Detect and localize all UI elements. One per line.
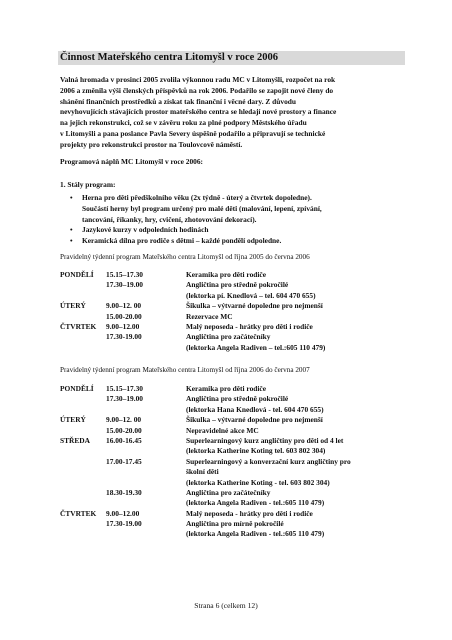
list-item bbox=[70, 236, 400, 247]
table-row bbox=[60, 488, 400, 498]
intro-line: nevyhovujících stávajících prostor mateřského centra se hledají nové prostory a finance bbox=[60, 107, 337, 117]
table-row bbox=[60, 426, 400, 436]
list-item-line: Keramická dílna pro rodiče s dětmi – každé pondělí odpoledne. bbox=[82, 236, 282, 246]
intro-line: v Litomyšli a pana poslance Pavla Severy úspěšně podařilo a připravují se technické bbox=[60, 128, 326, 138]
activity-cell: Malý neposeda - hrátky pro děti i rodiče bbox=[186, 508, 313, 518]
table-row bbox=[60, 280, 400, 290]
list-item-line: Herna pro děti předškolního věku (2x týdně - úterý a čtvrtek dopoledne). bbox=[82, 193, 312, 202]
table-row bbox=[60, 312, 400, 322]
activity-cell: Angličtina pro začátečníky bbox=[186, 487, 271, 497]
intro-line: na jejich rekonstrukci, což se v závěru roku za plné podpory Městského úřadu bbox=[60, 118, 307, 128]
schedule-title: Pravidelný týdenní program Mateřského centra Litomyšl od října 2005 do června 2006 bbox=[60, 253, 310, 261]
table-row bbox=[60, 478, 400, 488]
table-row bbox=[60, 529, 400, 539]
time-cell: 17.30-19.00 bbox=[106, 332, 142, 342]
activity-cell: Šikulka – výtvarné dopoledne pro nejmenší bbox=[186, 301, 323, 311]
day-cell: ČTVRTEK bbox=[60, 508, 97, 518]
activity-cell: Angličtina pro středně pokročilé bbox=[186, 394, 289, 404]
page-footer: Strana 6 (celkem 12) bbox=[194, 601, 258, 610]
activity-cell: Malý neposeda - hrátky pro děti i rodiče bbox=[186, 321, 313, 331]
activity-cell: Superlearningový a konverzační kurz angličtiny pro bbox=[186, 456, 351, 466]
list-item bbox=[70, 193, 400, 225]
table-row bbox=[60, 415, 400, 425]
section-heading: Činnost Mateřského centra Litomyšl v roce 2006 bbox=[58, 51, 405, 65]
activity-cell: Angličtina pro mírně pokročilé bbox=[186, 519, 284, 529]
activity-cell: Keramika pro děti rodiče bbox=[186, 384, 266, 393]
time-cell: 9.00–12. 00 bbox=[106, 301, 142, 311]
time-cell: 15.00-20.00 bbox=[106, 425, 142, 435]
program-heading: Programová náplň MC Litomyšl v roce 2006: bbox=[60, 157, 204, 166]
standing-program-list bbox=[70, 193, 400, 247]
schedule-table bbox=[60, 270, 400, 353]
table-row bbox=[60, 384, 400, 394]
activity-cell: Rezervace MC bbox=[186, 311, 233, 321]
list-item-line: Součástí herny byl program určený pro malé děti (malování, lepení, zpívání, bbox=[82, 203, 322, 213]
activity-cell: Angličtina pro středně pokročilé bbox=[186, 280, 289, 290]
activity-cell: (lektorka Angela Radiven – tel.:605 110 479) bbox=[186, 342, 326, 352]
list-item-line: Jazykové kurzy v odpoledních hodinách bbox=[82, 225, 209, 235]
list-item bbox=[70, 225, 400, 236]
time-cell: 17.00-17.45 bbox=[106, 456, 142, 466]
table-row bbox=[60, 457, 400, 467]
activity-cell: (lektorka Angela Radiven - tel.:605 110 479) bbox=[186, 529, 325, 539]
table-row bbox=[60, 436, 400, 446]
time-cell: 9.00–12. 00 bbox=[106, 415, 142, 425]
bullet-icon: • bbox=[70, 225, 73, 235]
table-row bbox=[60, 322, 400, 332]
table-row bbox=[60, 446, 400, 456]
activity-cell: Nepravidelné akce MC bbox=[186, 425, 259, 435]
time-cell: 17.30–19.00 bbox=[106, 280, 143, 290]
activity-cell: (lektorka Katherine Koting - tel. 603 802 304) bbox=[186, 477, 330, 487]
day-cell: PONDĚLÍ bbox=[60, 384, 94, 393]
table-row bbox=[60, 343, 400, 353]
activity-cell: (lektorka pí. Knedlová – tel. 604 470 655) bbox=[186, 290, 316, 300]
time-cell: 9.00–12.00 bbox=[106, 508, 140, 518]
intro-line: projekty pro rekonstrukci prostor na Toulovcově náměstí. bbox=[60, 139, 243, 149]
table-row bbox=[60, 291, 400, 301]
time-cell: 15.00-20.00 bbox=[106, 311, 142, 321]
table-row bbox=[60, 405, 400, 415]
table-row bbox=[60, 467, 400, 477]
activity-cell: (lektorka Katherine Koting tel. 603 802 304) bbox=[186, 446, 326, 456]
day-cell: PONDĚLÍ bbox=[60, 270, 94, 279]
activity-cell: Superlearningový kurz angličtiny pro děti od 4 let bbox=[186, 435, 344, 445]
schedule-title: Pravidelný týdenní program Mateřského centra Litomyšl od října 2006 do června 2007 bbox=[60, 366, 310, 374]
table-row bbox=[60, 301, 400, 311]
intro-line: shánění finančních prostředků a získat tak finanční i věcné dary. Z důvodu bbox=[60, 96, 297, 106]
time-cell: 17.30–19.00 bbox=[106, 394, 143, 404]
activity-cell: (lektorka Angela Radiven - tel.:605 110 479) bbox=[186, 498, 325, 508]
activity-cell: Keramika pro děti rodiče bbox=[186, 270, 266, 279]
intro-paragraph bbox=[60, 75, 400, 151]
activity-cell: Angličtina pro začátečníky bbox=[186, 332, 271, 342]
table-row bbox=[60, 498, 400, 508]
bullet-icon: • bbox=[70, 193, 73, 202]
bullet-icon: • bbox=[70, 236, 73, 246]
table-row bbox=[60, 519, 400, 529]
schedule-table bbox=[60, 384, 400, 540]
table-row bbox=[60, 332, 400, 342]
list-item-line: tancování, říkanky, hry, cvičení, zhotovování dekorací). bbox=[82, 214, 257, 224]
activity-cell: školní děti bbox=[186, 467, 219, 477]
activity-cell: (lektorka Hana Knedlová - tel. 604 470 655) bbox=[186, 404, 324, 414]
day-cell: ÚTERÝ bbox=[60, 301, 86, 311]
intro-line: 2006 a změnila výši členských příspěvků na rok 2006. Podařilo se zapojit nové členy do bbox=[60, 85, 334, 95]
day-cell: STŘEDA bbox=[60, 435, 90, 445]
section1-heading: 1. Stály program: bbox=[60, 180, 116, 189]
time-cell: 9.00–12.00 bbox=[106, 321, 140, 331]
day-cell: ÚTERÝ bbox=[60, 415, 86, 425]
day-cell: ČTVRTEK bbox=[60, 321, 97, 331]
time-cell: 18.30-19.30 bbox=[106, 487, 142, 497]
time-cell: 17.30-19.00 bbox=[106, 519, 142, 529]
table-row bbox=[60, 394, 400, 404]
time-cell: 15.15–17.30 bbox=[106, 384, 143, 393]
time-cell: 16.00-16.45 bbox=[106, 435, 142, 445]
table-row bbox=[60, 270, 400, 280]
activity-cell: Šikulka – výtvarné dopoledne pro nejmenší bbox=[186, 415, 323, 425]
table-row bbox=[60, 509, 400, 519]
intro-line: Valná hromada v prosinci 2005 zvolila výkonnou radu MC v Litomyšli, rozpočet na rok bbox=[60, 75, 336, 84]
time-cell: 15.15–17.30 bbox=[106, 270, 143, 279]
